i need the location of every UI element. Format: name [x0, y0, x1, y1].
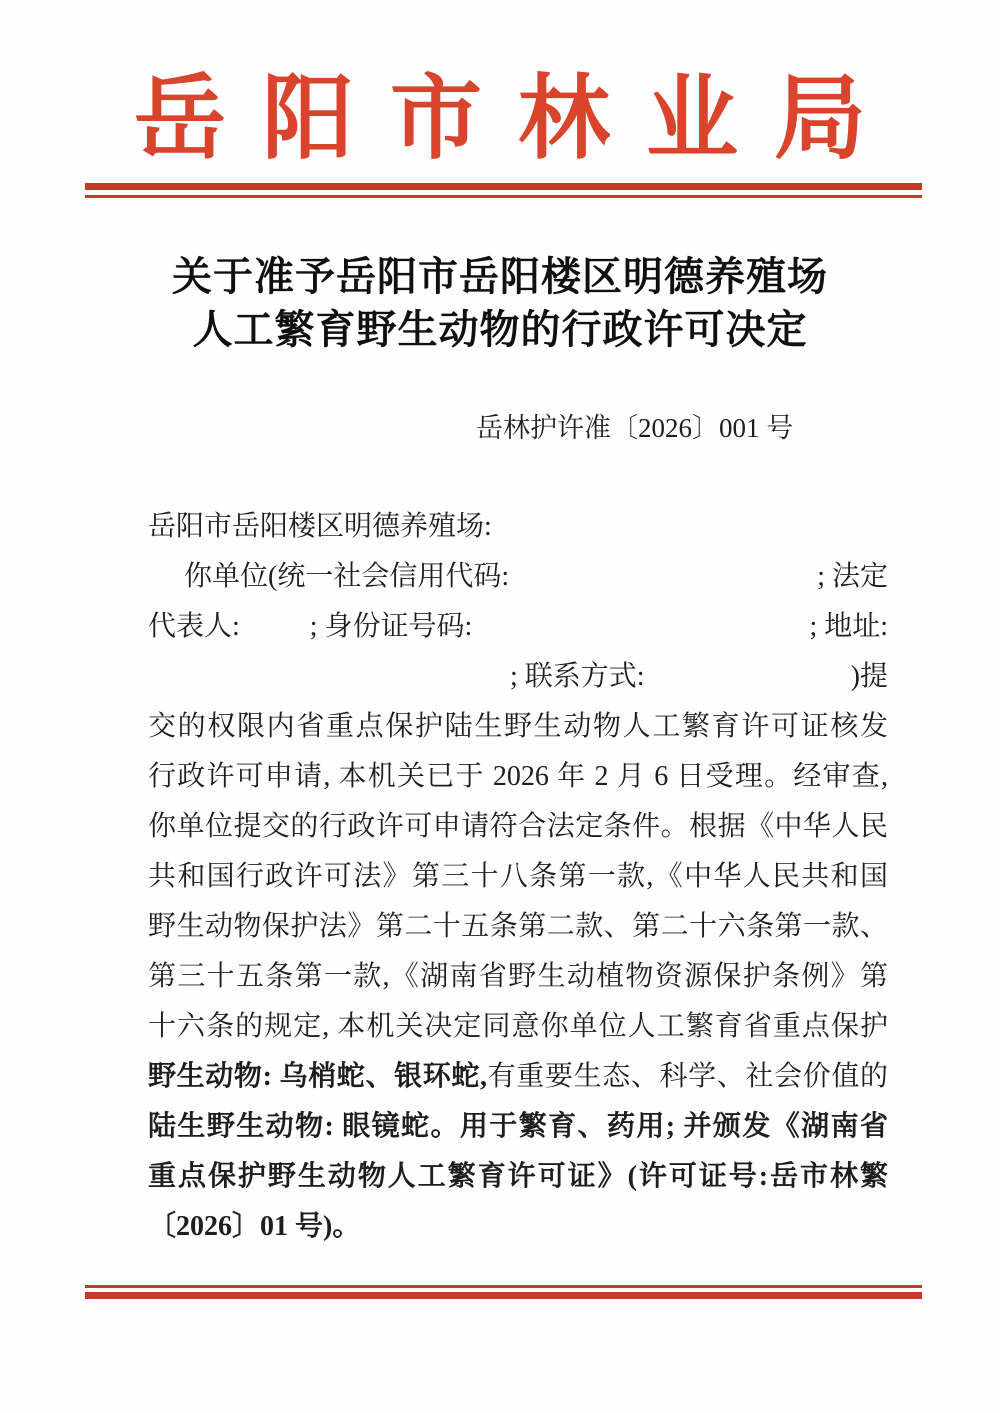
- document-body: [148, 502, 888, 1252]
- form-line-contact: [148, 652, 888, 702]
- body-line-license-number: 〔2026〕01 号)。: [148, 1211, 361, 1242]
- document-number: 岳林护许准〔2026〕001 号: [476, 413, 794, 443]
- body-line-license-1: 陆生野生动物: 眼镜蛇。用于繁育、药用; 并颁发《湖南省: [148, 1111, 888, 1142]
- salutation: 岳阳市岳阳楼区明德养殖场:: [148, 511, 492, 542]
- form-line-credit-code: [148, 552, 888, 602]
- body-line-license-2: 重点保护野生动物人工繁育许可证》(许可证号:岳市林繁: [148, 1161, 888, 1192]
- header-rule-thin: [85, 195, 922, 198]
- body-line: 你单位提交的行政许可申请符合法定条件。根据《中华人民: [148, 811, 888, 842]
- header-rule-thick: [85, 183, 922, 190]
- document-title-line1: 关于准予岳阳市岳阳楼区明德养殖场: [172, 254, 828, 299]
- legal-rep-lead-label: ; 法定: [817, 561, 888, 592]
- body-line: 第三十五条第一款,《湖南省野生动植物资源保护条例》第: [148, 961, 888, 992]
- close-paren-lead-label: )提: [850, 661, 888, 692]
- footer-rule: [85, 1285, 922, 1299]
- credit-code-label: 你单位(统一社会信用代码:: [184, 561, 510, 592]
- body-line-species: [148, 1052, 888, 1102]
- species-value-text: 有重要生态、科学、社会价值的: [487, 1061, 888, 1092]
- agency-name: 岳阳市林业局: [133, 68, 902, 170]
- id-number-label: ; 身份证号码:: [309, 611, 473, 642]
- footer-rule-thick: [85, 1292, 922, 1299]
- address-label: ; 地址:: [809, 611, 888, 642]
- species-names-bold: 野生动物: 乌梢蛇、银环蛇,: [148, 1061, 488, 1092]
- form-line-legal-rep: [148, 602, 888, 652]
- document-title-line2: 人工繁育野生动物的行政许可决定: [192, 307, 808, 352]
- contact-label: ; 联系方式:: [510, 661, 645, 692]
- body-line: 共和国行政许可法》第三十八条第一款,《中华人民共和国: [148, 861, 888, 892]
- header-rule: [85, 183, 922, 198]
- body-line: 行政许可申请, 本机关已于 2026 年 2 月 6 日受理。经审查,: [148, 761, 888, 792]
- body-line: 交的权限内省重点保护陆生野生动物人工繁育许可证核发: [148, 711, 888, 742]
- body-line: 十六条的规定, 本机关决定同意你单位人工繁育省重点保护: [148, 1011, 888, 1042]
- legal-rep-label: 代表人:: [148, 611, 240, 642]
- body-line: 野生动物保护法》第二十五条第二款、第二十六条第一款、: [148, 911, 888, 942]
- document-title: [0, 250, 1000, 356]
